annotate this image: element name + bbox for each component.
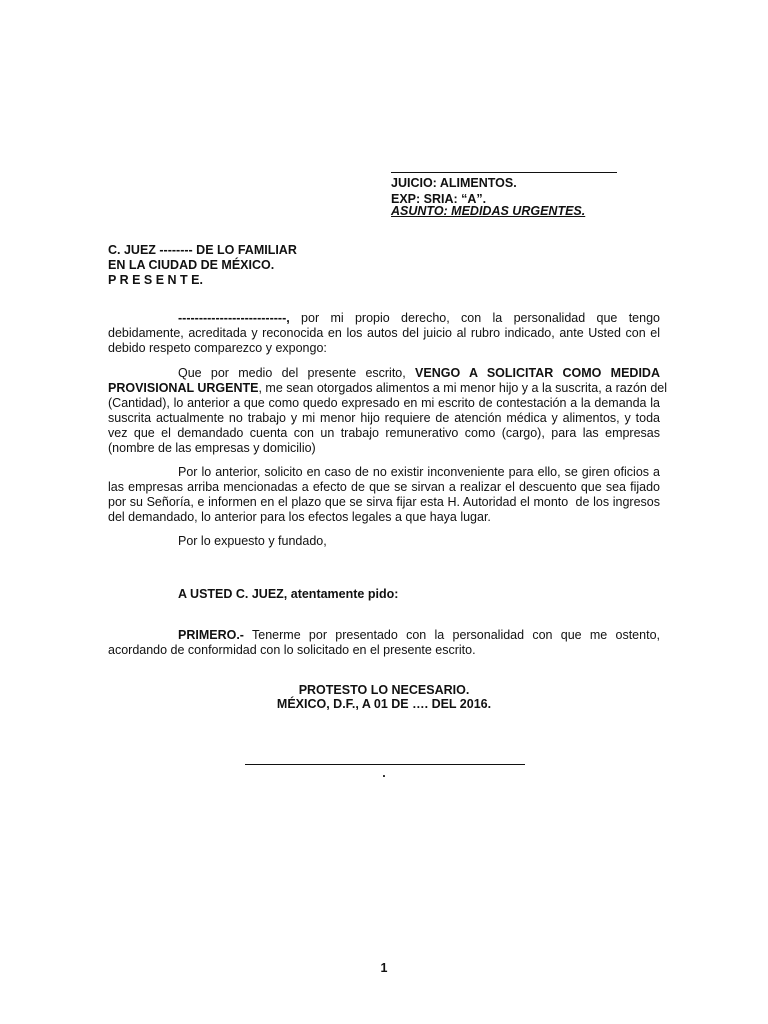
request-line: A USTED C. JUEZ, atentamente pido: bbox=[178, 587, 399, 601]
para1-line-2: debidamente, acreditada y reconocida en los autos del juicio al rubro indicado, ante Usted con el bbox=[108, 326, 660, 340]
addressee-line-1: C. JUEZ -------- DE LO FAMILIAR bbox=[108, 243, 297, 257]
protesto-line: PROTESTO LO NECESARIO. bbox=[298, 683, 470, 697]
signature-rule bbox=[245, 764, 525, 765]
para2-line-3: (Cantidad), lo anterior a que como quedo expresado en mi escrito de contestación a la demanda la bbox=[108, 396, 660, 410]
para1-line-1 bbox=[178, 311, 660, 326]
para2-line-2 bbox=[108, 381, 668, 396]
para3-line-2: las empresas arriba mencionadas a efecto de que se sirvan a realizar el descuento que sea fijado bbox=[108, 480, 660, 494]
primero-label: PRIMERO.- bbox=[178, 628, 244, 642]
para3-line-3: por su Señoría, e informen en el plazo que se sirva fijar esta H. Autoridad el monto de los ingresos bbox=[108, 495, 660, 509]
asunto-line: ASUNTO: MEDIDAS URGENTES. bbox=[391, 204, 586, 218]
para2-line-1 bbox=[178, 366, 660, 381]
juicio-line: JUICIO: ALIMENTOS. bbox=[391, 176, 517, 190]
header-rule bbox=[391, 172, 617, 173]
para3-line-1: Por lo anterior, solicito en caso de no existir inconveniente para ello, se giren oficios a bbox=[178, 465, 660, 479]
para2-l2-bold: PROVISIONAL URGENTE bbox=[108, 381, 259, 395]
para3-line-4: del demandado, lo anterior para los efectos legales a que haya lugar. bbox=[108, 510, 491, 524]
primero-text: Tenerme por presentado con la personalidad con que me ostento, bbox=[243, 628, 660, 642]
place-date-line: MÉXICO, D.F., A 01 DE …. DEL 2016. bbox=[276, 697, 492, 711]
para2-line-4: suscrita actualmente no trabajo y mi menor hijo requiere de atención médica y alimentos, y toda bbox=[108, 411, 660, 425]
signature-dot: . bbox=[382, 766, 386, 780]
para1-text: por mi propio derecho, con la personalidad que tengo bbox=[289, 311, 660, 325]
addressee-line-3: P R E S E N T E. bbox=[108, 273, 203, 287]
primero-line-2: acordando de conformidad con lo solicitado en el presente escrito. bbox=[108, 643, 476, 657]
para2-line-5: vez que el demandado cuenta con un trabajo remunerativo como (cargo), para las empresas bbox=[108, 426, 660, 440]
page-number: 1 bbox=[380, 961, 388, 975]
para4-line: Por lo expuesto y fundado, bbox=[178, 534, 327, 548]
exp-line: EXP: SRIA: “A”. bbox=[391, 192, 487, 206]
para2-l2-rest: , me sean otorgados alimentos a mi menor hijo y a la suscrita, a razón del bbox=[258, 381, 668, 395]
para1-line-3: debido respeto comparezco y expongo: bbox=[108, 341, 327, 355]
primero-line-1 bbox=[178, 628, 660, 643]
addressee-line-2: EN LA CIUDAD DE MÉXICO. bbox=[108, 258, 275, 272]
para1-name-blank: --------------------------, bbox=[178, 311, 290, 325]
para2-text-b: VENGO A SOLICITAR COMO MEDIDA bbox=[415, 366, 660, 380]
para2-line-6: (nombre de las empresas y domicilio) bbox=[108, 441, 316, 455]
para2-text-a: Que por medio del presente escrito, bbox=[178, 366, 416, 380]
